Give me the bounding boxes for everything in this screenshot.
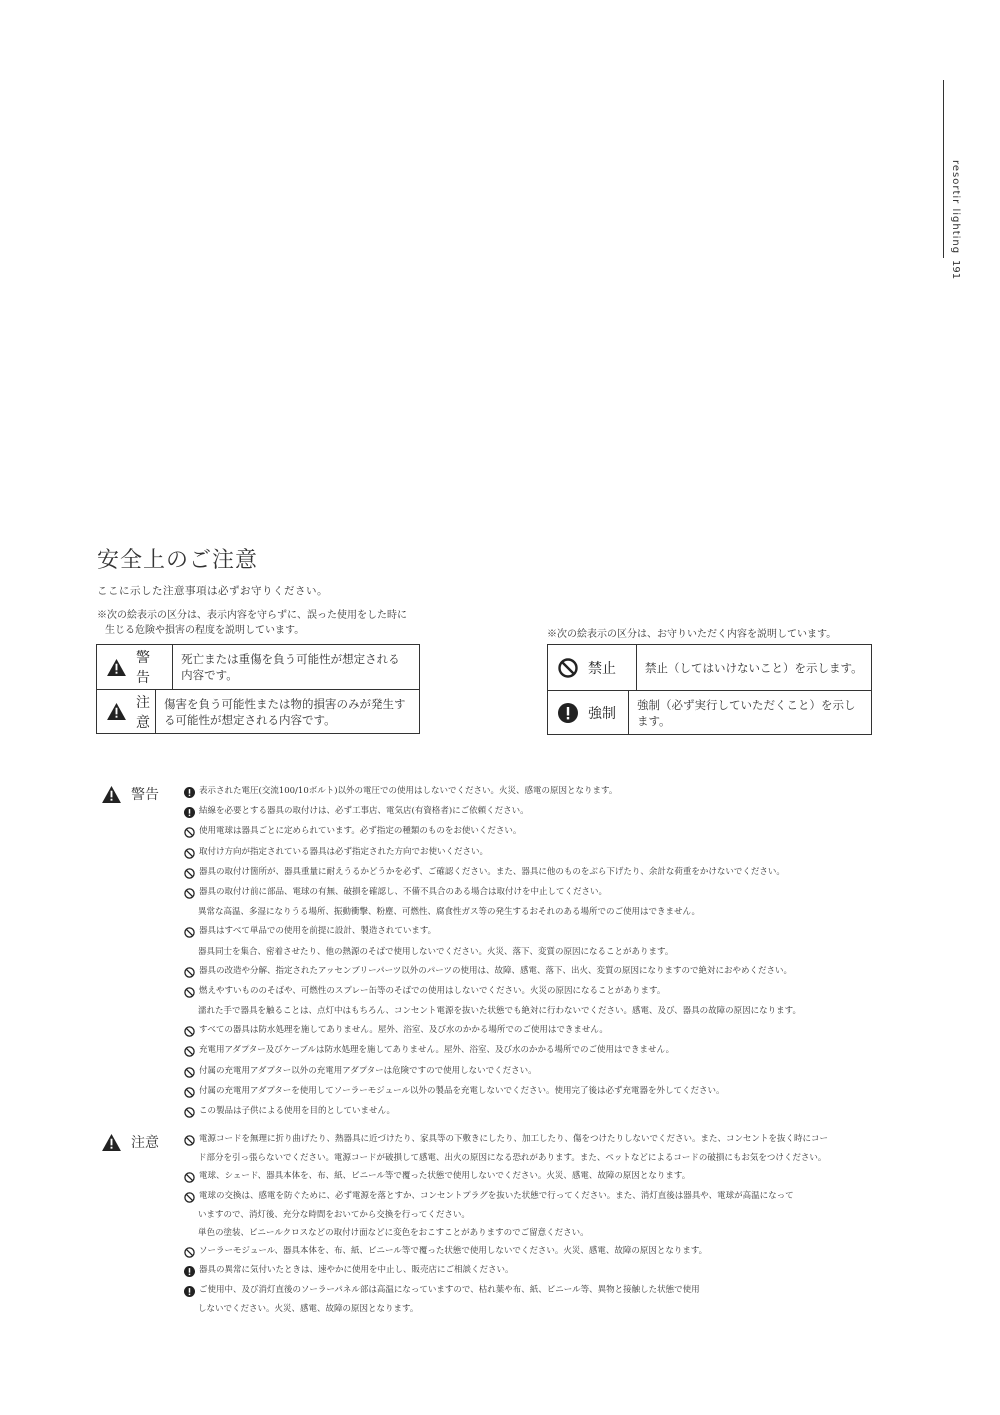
caution-list (184, 1133, 828, 1321)
list-item-text: 表示された電圧(交流100/10ボルト)以外の電圧での使用はしないでください。火災、感電の原因となります。 (199, 786, 618, 796)
list-item (184, 1303, 828, 1315)
list-item (184, 1245, 828, 1258)
note-left-line-2: 生じる危険や損害の程度を説明しています。 (105, 625, 305, 636)
prohibited-icon (184, 1192, 195, 1203)
note-right: ※次の絵表示の区分は、お守りいただく内容を説明しています。 (547, 629, 837, 640)
intro-text: ここに示した注意事項は必ずお守りください。 (97, 585, 328, 597)
list-item (184, 906, 801, 918)
list-item (184, 1044, 801, 1057)
legend-label: 警告 (136, 650, 155, 686)
prohibited-icon (184, 1107, 195, 1118)
mandatory-icon (184, 807, 195, 818)
list-item (184, 1024, 801, 1037)
prohibited-icon (184, 888, 195, 899)
legend-label: 禁止 (588, 660, 616, 677)
list-item (184, 1227, 828, 1239)
warning-list (184, 785, 801, 1125)
list-item (184, 1105, 801, 1118)
prohibited-icon (184, 967, 195, 978)
list-item (184, 1209, 828, 1221)
note-left-line-1: ※次の絵表示の区分は、表示内容を守らずに、誤った使用をした時に (97, 610, 407, 621)
warning-heading (102, 784, 159, 804)
legend-row-mandatory (548, 690, 871, 734)
mandatory-icon (184, 787, 195, 798)
list-item-text: 付属の充電用アダプターを使用してソーラーモジュール以外の製品を充電しないでください。使用完了後は必ず充電器を外してください。 (199, 1085, 725, 1096)
list-item-text: しないでください。火災、感電、故障の原因となります。 (198, 1303, 419, 1314)
prohibited-icon (184, 1087, 195, 1098)
prohibited-icon (184, 1247, 195, 1258)
legend-severity-table (96, 644, 420, 734)
list-item (184, 1190, 828, 1203)
mandatory-icon (184, 1266, 195, 1277)
list-item (184, 1284, 828, 1297)
warning-triangle-icon (102, 786, 121, 803)
note-left (97, 608, 407, 638)
list-item (184, 886, 801, 899)
list-item-text: 電球の交換は、感電を防ぐために、必ず電源を落とすか、コンセントプラグを抜いた状態で行ってください。また、消灯直後は器具や、電球が高温になって (199, 1190, 794, 1201)
list-item-text: 充電用アダプター及びケーブルは防水処理を施してありません。屋外、浴室、及び水のかかる場所でのご使用はできません。 (199, 1045, 675, 1056)
prohibited-icon (558, 658, 578, 678)
list-item-text: 燃えやすいもののそばや、可燃性のスプレー缶等のそばでの使用はしないでください。火災の原因になることがあります。 (199, 985, 666, 996)
legend-label: 注意 (136, 694, 155, 731)
list-item-text: 濡れた手で器具を触ることは、点灯中はもちろん、コンセント電源を抜いた状態でも絶対に行わないでください。感電、及び、器具の故障の原因になります。 (198, 1006, 801, 1017)
prohibited-icon (184, 927, 195, 938)
list-item (184, 1170, 828, 1183)
warning-triangle-icon (107, 703, 126, 720)
caution-heading (102, 1132, 159, 1152)
prohibited-icon (184, 1026, 195, 1037)
list-item-text: いますので、消灯後、充分な時間をおいてから交換を行ってください。 (198, 1209, 470, 1220)
prohibited-icon (184, 987, 195, 998)
list-item (184, 785, 801, 798)
list-item-text: 付属の充電用アダプター以外の充電用アダプターは危険ですので使用しないでください。 (199, 1065, 537, 1076)
list-item-text: 器具の取付け箇所が、器具重量に耐えうるかどうかを必ず、ご確認ください。また、器具に他のものをぶら下げたり、余計な荷重をかけないでください。 (199, 866, 785, 877)
legend-label-cell (548, 645, 637, 690)
list-item-text: 単色の塗装、ビニールクロスなどの取付け面などに変色をおこすことがありますのでご留意ください。 (198, 1227, 589, 1238)
legend-label-cell (97, 690, 156, 733)
prohibited-icon (184, 848, 195, 859)
list-item-text: 使用電球は器具ごとに定められています。必ず指定の種類のものをお使いください。 (199, 826, 522, 837)
brand-name: resortir lighting (950, 160, 961, 255)
legend-row-caution (97, 689, 419, 733)
legend-label-cell (97, 645, 173, 689)
prohibited-icon (184, 868, 195, 879)
mandatory-icon (558, 703, 578, 723)
warning-heading-label: 警告 (131, 787, 159, 803)
legend-label-cell (548, 691, 629, 734)
list-item-text: 器具はすべて単品での使用を前提に設計、製造されています。 (199, 926, 437, 937)
list-item-text: 器具の改造や分解、指定されたアッセンブリーパーツ以外のパーツの使用は、故障、感電、落下、出火、変質の原因になりますので絶対におやめください。 (199, 965, 792, 976)
prohibited-icon (184, 827, 195, 838)
list-item (184, 866, 801, 879)
list-item-text: この製品は子供による使用を目的としていません。 (199, 1106, 396, 1116)
list-item (184, 805, 801, 818)
list-item (184, 1065, 801, 1078)
legend-description: 禁止（してはいけないこと）を示します。 (645, 660, 863, 675)
list-item-text: 器具の取付け前に部品、電球の有無、破損を確認し、不備不具合のある場合は取付けを中止してください。 (199, 886, 608, 897)
legend-row-prohibited (548, 645, 871, 690)
list-item-text: ド部分を引っ張らないでください。電源コードが破損して感電、出火の原因になる恐れがあります。また、ペットなどによるコードの破損にもお気をつけください。 (198, 1153, 827, 1164)
legend-description: 死亡または重傷を負う可能性が想定される内容です。 (181, 652, 400, 682)
list-item (184, 1264, 828, 1277)
list-item-text: 異常な高温、多湿になりうる場所、振動衝撃、粉塵、可燃性、腐食性ガス等の発生するおそれのある場所でのご使用はできません。 (198, 907, 701, 918)
legend-description: 強制（必ず実行していただくこと）を示します。 (636, 697, 856, 728)
list-item-text: すべての器具は防水処理を施してありません。屋外、浴室、及び水のかかる場所でのご使用はできません。 (199, 1025, 608, 1036)
list-item (184, 1085, 801, 1098)
prohibited-icon (184, 1046, 195, 1057)
list-item-text: 器具同士を集合、密着させたり、他の熱源のそばで使用しないでください。火災、落下、変質の原因になることがあります。 (198, 946, 674, 957)
prohibited-icon (184, 1067, 195, 1078)
list-item (184, 925, 801, 938)
legend-description: 傷害を負う可能性または物的損害のみが発生する可能性が想定される内容です。 (164, 696, 406, 727)
list-item (184, 1152, 828, 1164)
mandatory-icon (184, 1286, 195, 1297)
legend-action-table (547, 644, 872, 735)
page-number: 191 (950, 260, 961, 280)
list-item-text: 電球、シェード、器具本体を、布、紙、ビニール等で覆った状態で使用しないでください。火災、感電、故障の原因となります。 (199, 1171, 691, 1182)
list-item-text: 電源コードを無理に折り曲げたり、熱器具に近づけたり、家具等の下敷きにしたり、加工したり、傷をつけたりしないでください。また、コンセントを抜く時にコー (199, 1134, 829, 1144)
list-item (184, 1005, 801, 1017)
list-item (184, 965, 801, 978)
warning-triangle-icon (102, 1134, 121, 1151)
legend-row-warning (97, 645, 419, 689)
list-item-text: 器具の異常に気付いたときは、速やかに使用を中止し、販売店にご相談ください。 (199, 1265, 514, 1276)
list-item-text: 結線を必要とする器具の取付けは、必ず工事店、電気店(有資格者)にご依頼ください。 (199, 806, 529, 817)
prohibited-icon (184, 1172, 195, 1183)
warning-triangle-icon (107, 659, 126, 676)
list-item (184, 946, 801, 958)
prohibited-icon (184, 1135, 195, 1146)
side-rule (943, 80, 944, 258)
list-item (184, 825, 801, 838)
page-title: 安全上のご注意 (97, 548, 259, 573)
list-item-text: ご使用中、及び消灯直後のソーラーパネル部は高温になっていますので、枯れ葉や布、紙、ビニール等、異物と接触した状態で使用 (199, 1284, 700, 1295)
list-item-text: ソーラーモジュール、器具本体を、布、紙、ビニール等で覆った状態で使用しないでください。火災、感電、故障の原因となります。 (199, 1246, 708, 1257)
legend-label: 強制 (588, 705, 616, 722)
list-item (184, 1133, 828, 1146)
caution-heading-label: 注意 (131, 1135, 159, 1151)
list-item-text: 取付け方向が指定されている器具は必ず指定された方向でお使いください。 (199, 846, 489, 857)
list-item (184, 846, 801, 859)
list-item (184, 985, 801, 998)
